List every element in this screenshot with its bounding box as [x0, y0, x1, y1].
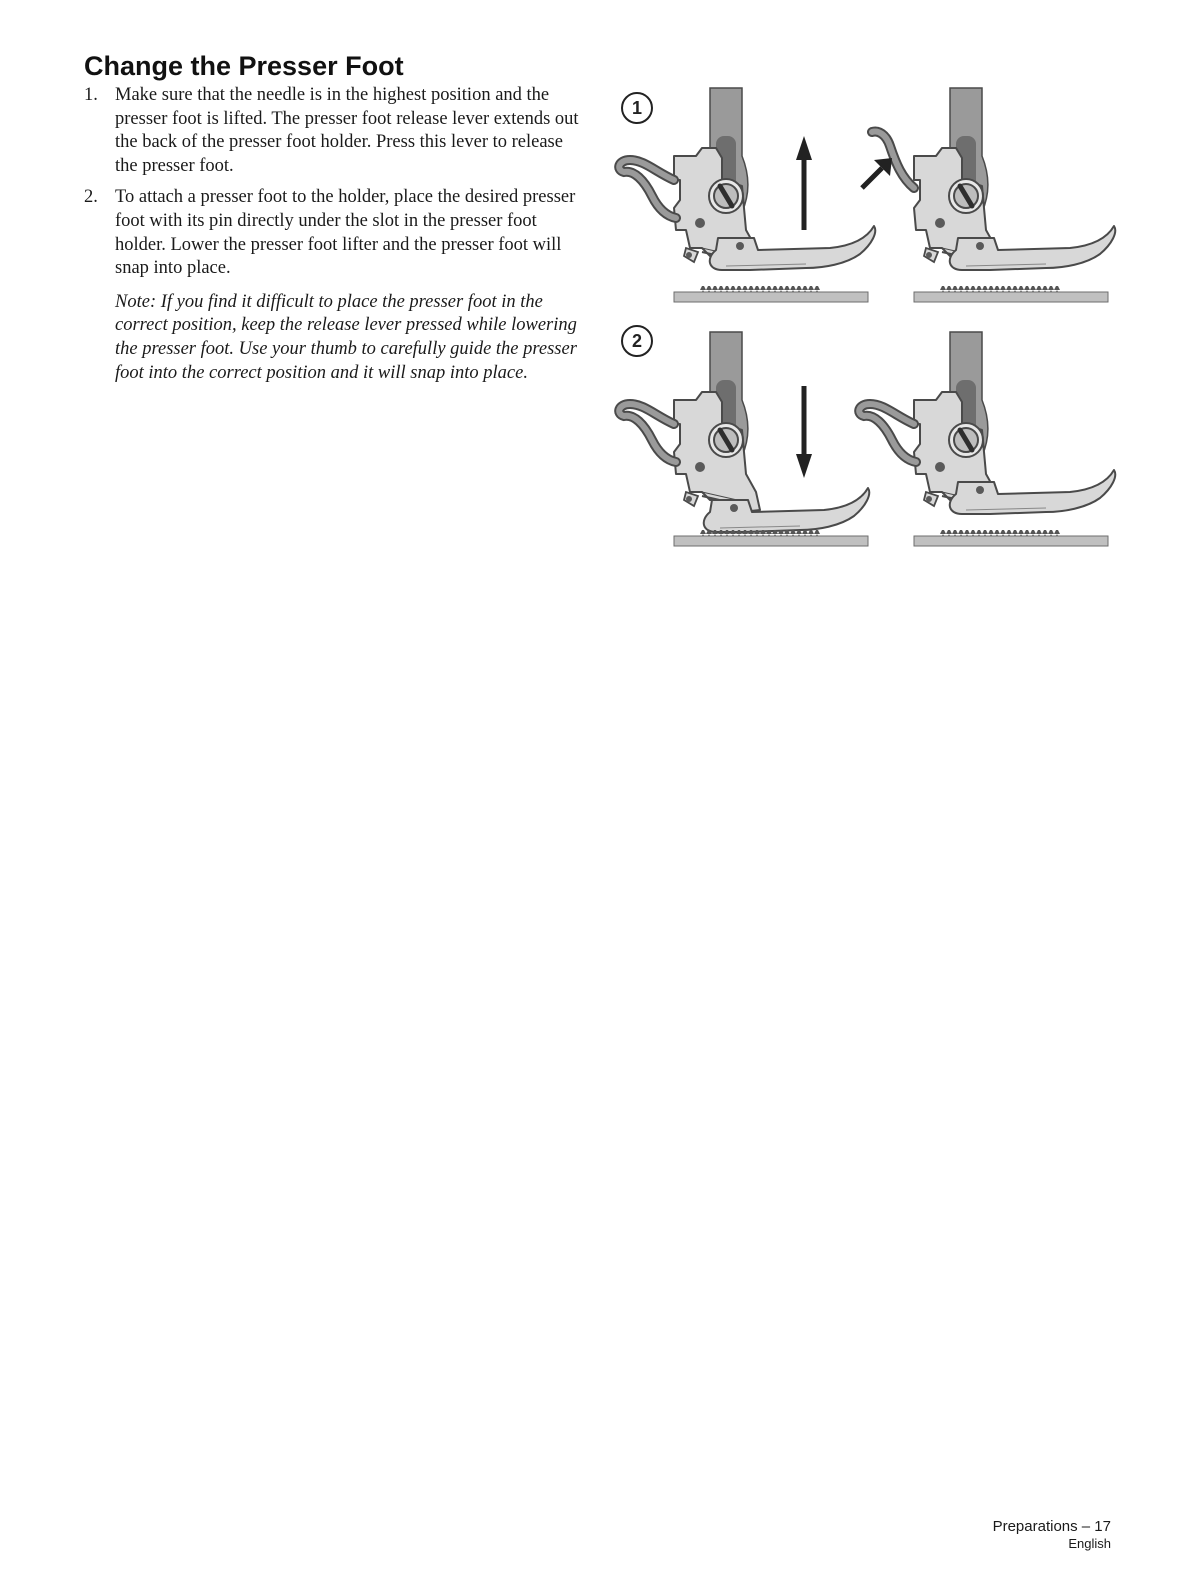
- step-number: 2.: [84, 187, 98, 208]
- arrow-down-icon: [796, 386, 812, 478]
- step-2: [84, 186, 584, 280]
- badge-2: [622, 326, 652, 356]
- footer-section-page: Preparations – 17: [992, 1518, 1111, 1535]
- step-1: [84, 84, 584, 178]
- step-text: To attach a presser foot to the holder, place the desired presser foot with its pin directly under the slot in the presser foot holder. Lower the presser foot lifter and the presser foot will snap into place.: [115, 187, 576, 279]
- footer-language: English: [1068, 1536, 1111, 1551]
- svg-text:1: 1: [631, 98, 643, 118]
- note: Note: If you find it difficult to place the presser foot in the correct position, keep the release lever pressed while lowering the presser foot. Use your thumb to carefully guide the presser foot into the correct position and it will snap into place.: [115, 291, 577, 383]
- badge-1: [622, 93, 652, 123]
- step-text: Make sure that the needle is in the highest position and the presser foot is lifted. The presser foot release lever extends out the back of the presser foot holder. Press this lever to release the presser foot.: [115, 85, 579, 176]
- svg-text:2: 2: [631, 331, 643, 351]
- page-title: Change the Presser Foot: [84, 51, 404, 81]
- arrow-up-icon: [796, 136, 812, 230]
- arrow-diagonal-up-right-icon: [862, 158, 892, 188]
- step-number: 1.: [84, 85, 98, 105]
- page-footer: [993, 1517, 1111, 1552]
- instructions: [84, 84, 584, 385]
- presser-foot-illustration: [610, 80, 1130, 550]
